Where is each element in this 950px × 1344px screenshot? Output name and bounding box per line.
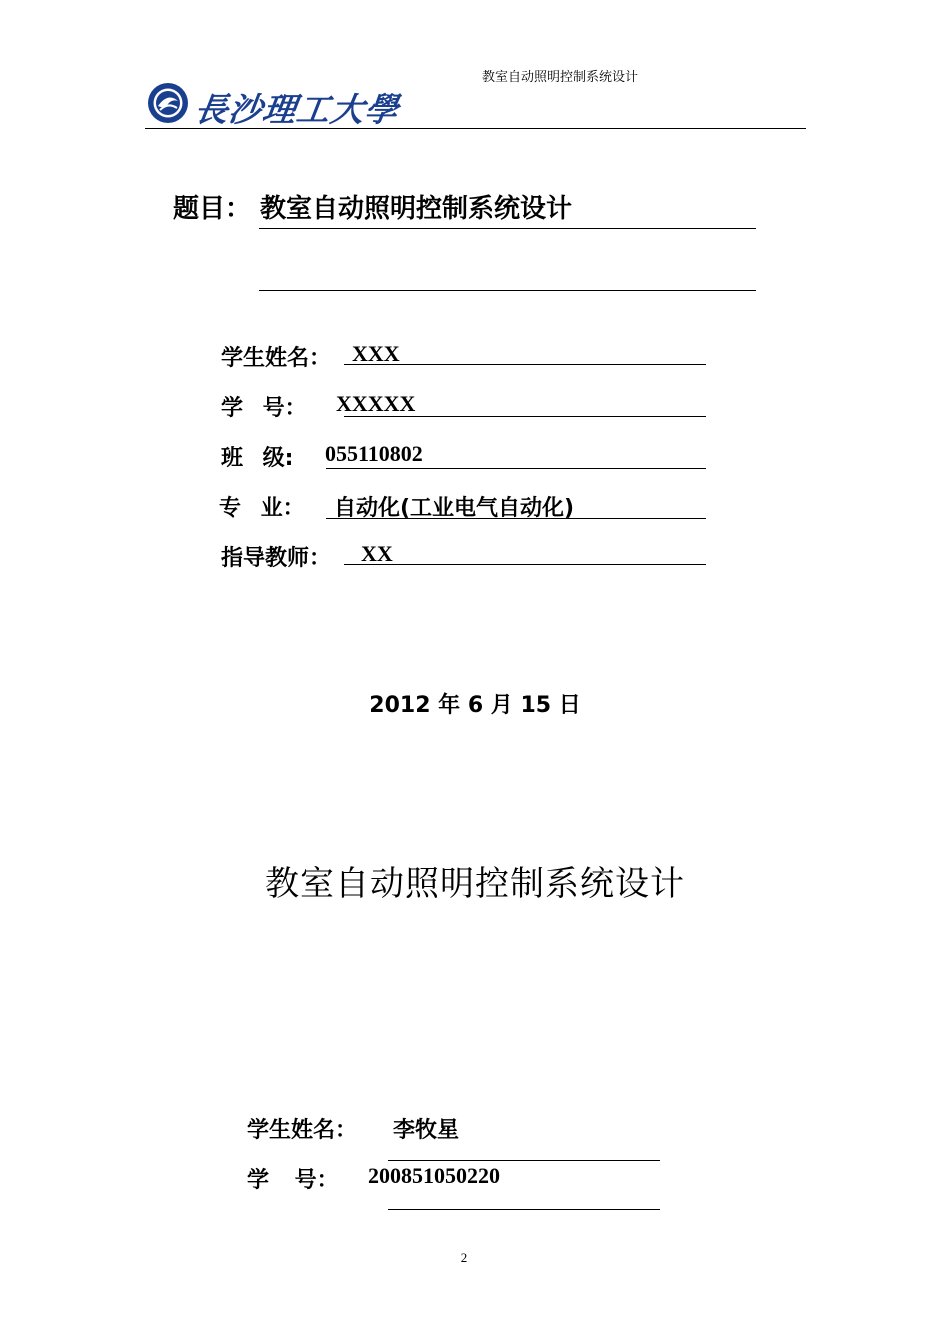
- student-id-underline: [344, 416, 706, 417]
- second-student-id-underline: [388, 1209, 660, 1210]
- second-student-id-value: 200851050220: [368, 1163, 500, 1188]
- student-id-label: 学 号：: [221, 396, 307, 421]
- running-header-title: 教室自动照明控制系统设计: [482, 70, 639, 85]
- advisor-underline: [344, 564, 706, 565]
- student-name-underline: [344, 364, 706, 365]
- title-underline-2: [259, 290, 756, 291]
- class-underline: [326, 468, 706, 469]
- title-value: 教室自动照明控制系统设计: [260, 194, 573, 224]
- second-student-name-value: 李牧星: [393, 1118, 460, 1143]
- student-name-label: 学生姓名：: [221, 346, 332, 371]
- title-underline-1: [259, 228, 756, 229]
- second-student-name-underline: [388, 1160, 660, 1161]
- advisor-label: 指导教师：: [221, 546, 332, 571]
- major-value: 自动化(工业电气自动化): [334, 496, 575, 521]
- header-divider: [145, 128, 806, 129]
- title-label: 题目：: [173, 194, 252, 224]
- university-logo: [147, 80, 402, 129]
- university-name-logo: 長沙理工大學: [191, 90, 402, 129]
- page-number: 2: [460, 1250, 468, 1265]
- class-label: 班 级:: [221, 446, 294, 471]
- student-name-value: XXX: [352, 341, 400, 366]
- second-student-id-label: 学 号：: [247, 1168, 339, 1193]
- advisor-value: XX: [361, 541, 393, 566]
- major-label: 专 业：: [219, 496, 305, 521]
- major-underline: [326, 518, 706, 519]
- second-student-name-label: 学生姓名：: [247, 1118, 358, 1143]
- class-value: 055110802: [325, 441, 423, 466]
- student-id-value: XXXXX: [336, 391, 416, 416]
- university-seal-icon: [147, 82, 189, 124]
- cover-date: 2012 年 6 月 15 日: [369, 693, 581, 718]
- document-title: 教室自动照明控制系统设计: [265, 864, 685, 904]
